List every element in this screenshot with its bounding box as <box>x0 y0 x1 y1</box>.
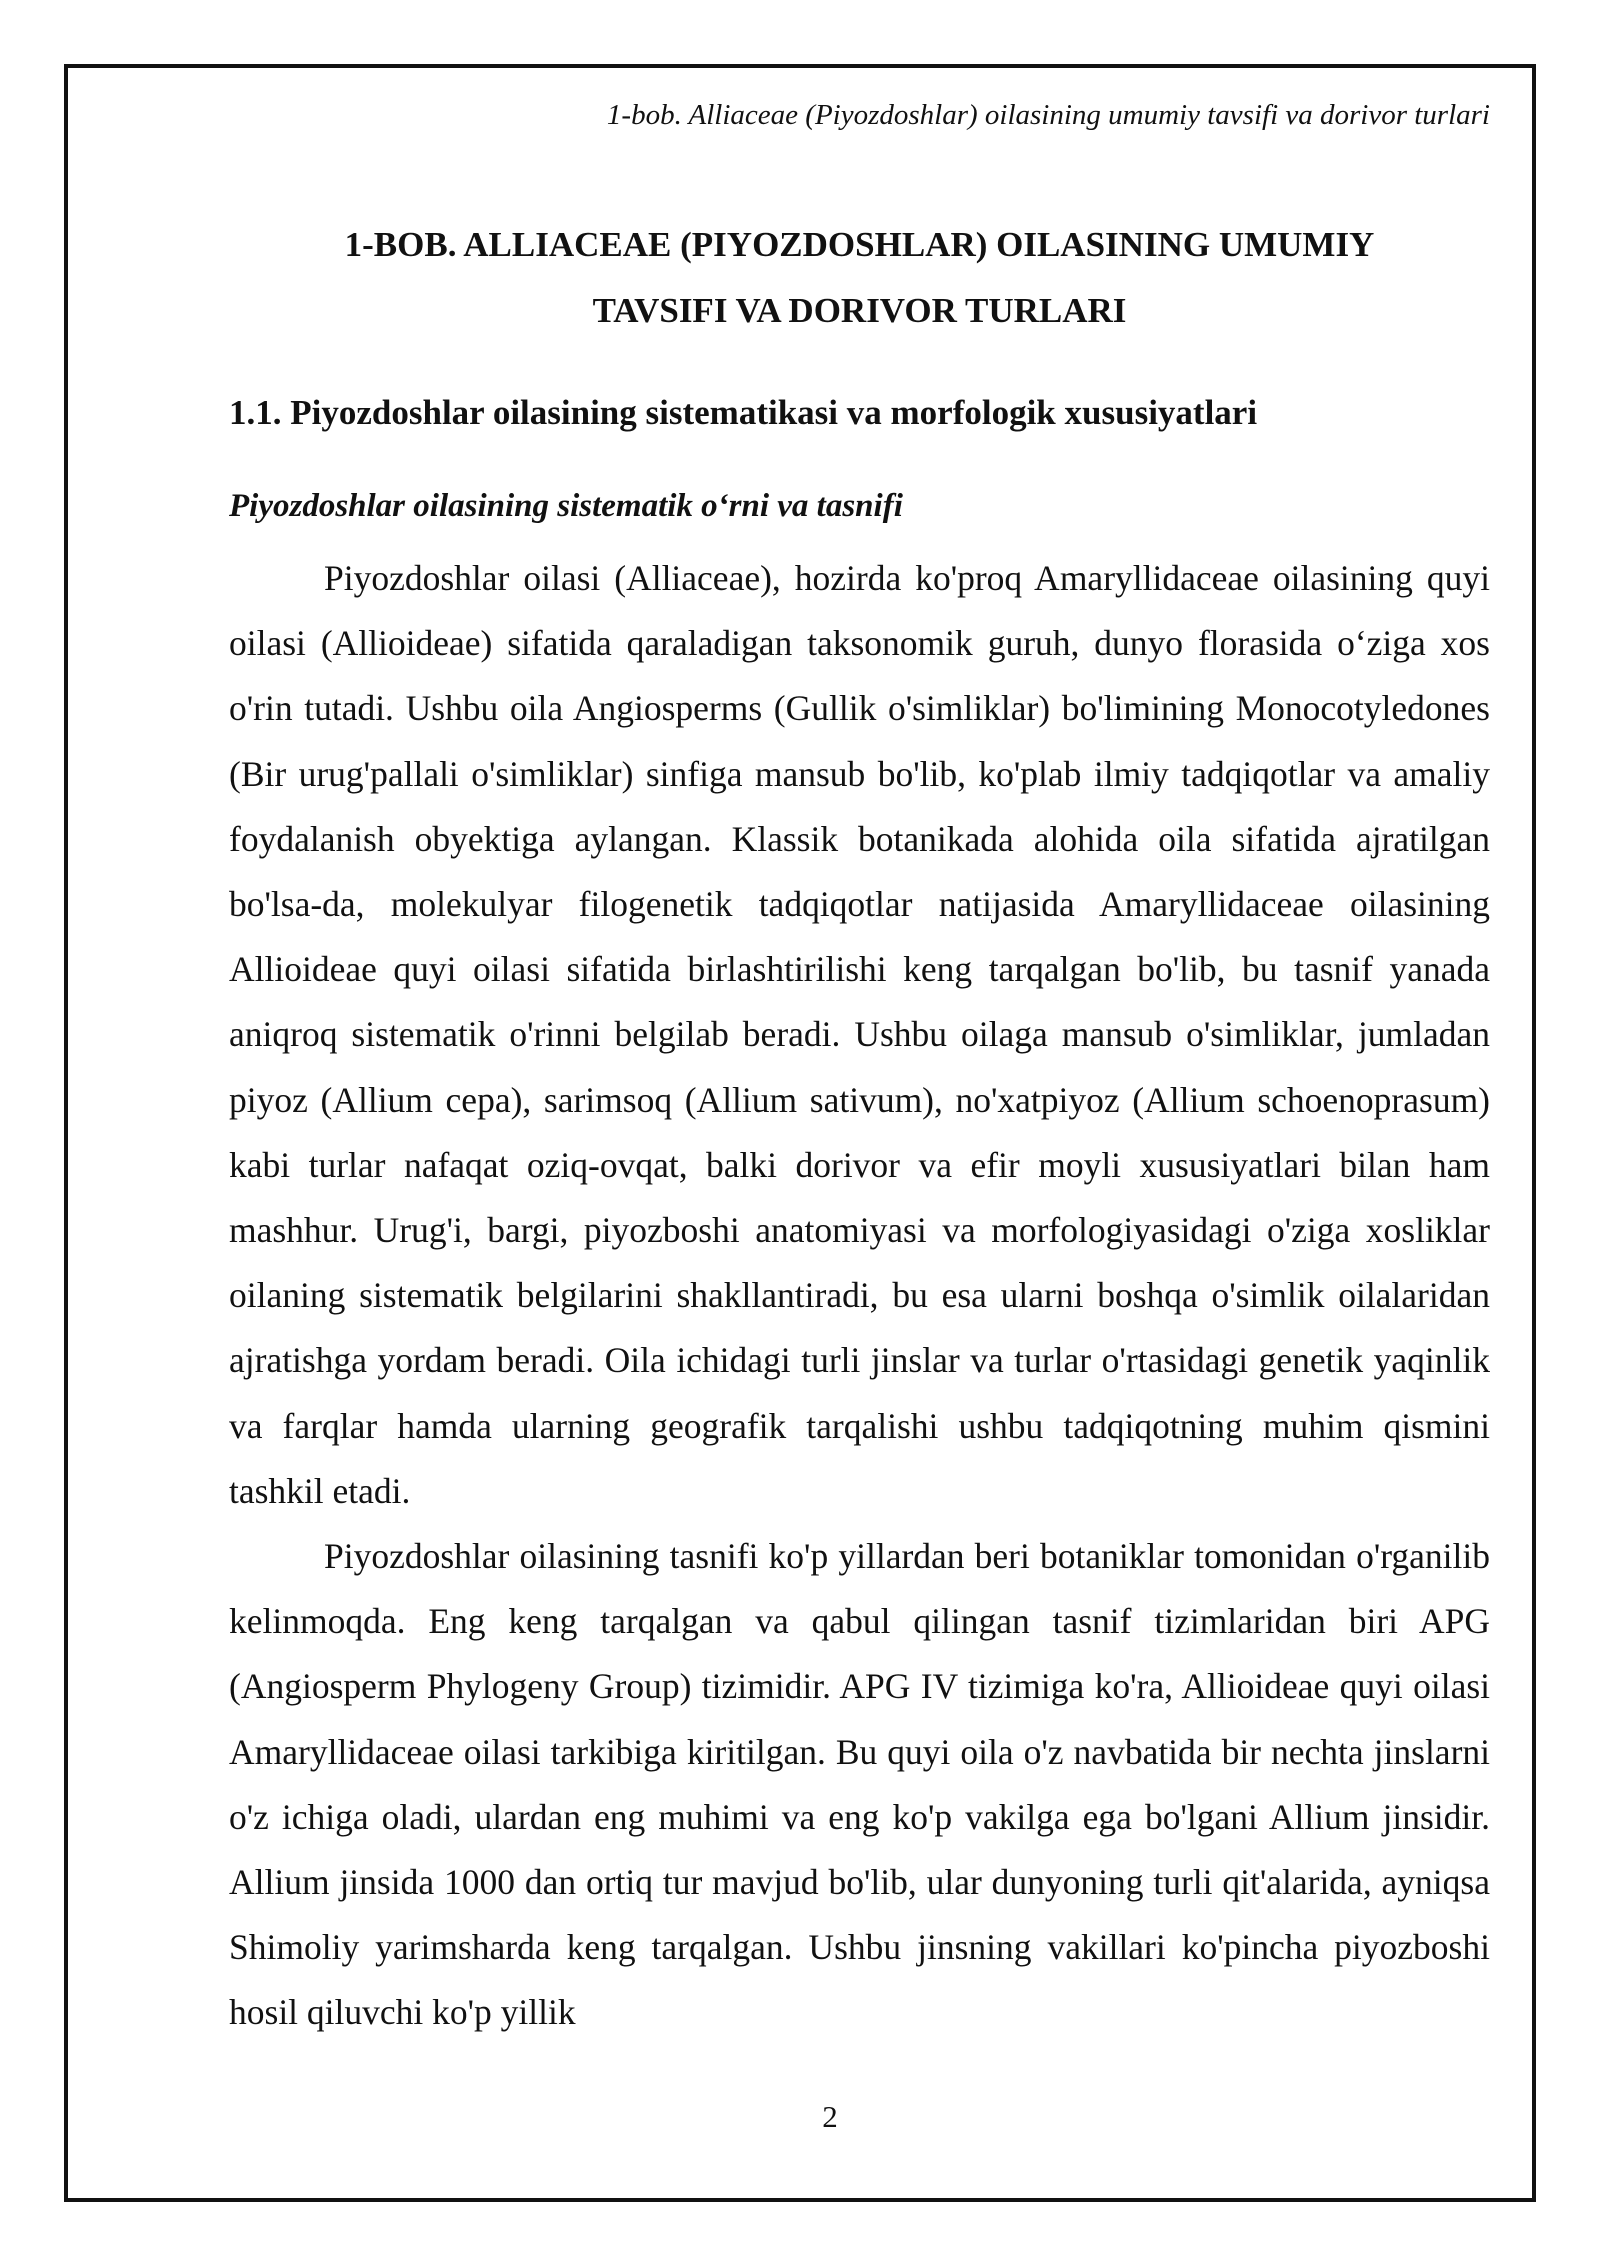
chapter-title-line-1: 1-BOB. ALLIACEAE (PIYOZDOSHLAR) OILASINING UMUMIY <box>344 225 1375 264</box>
body-text <box>229 546 1490 2046</box>
paragraph: Piyozdoshlar oilasining tasnifi ko'p yillardan beri botaniklar tomonidan o'rganilib kelinmoqda. Eng keng tarqalgan va qabul qilingan tasnif tizimlaridan biri APG (Angiosperm Phylogeny Group) tizimidir. APG IV tizimiga ko'ra, Allioideae quyi oilasi Amaryllidaceae oilasi tarkibiga kiritilgan. Bu quyi oila o'z navbatida bir nechta jinslarni o'z ichiga oladi, ulardan eng muhimi va eng ko'p vakilga ega bo'lgani Allium jinsidir. Allium jinsida 1000 dan ortiq tur mavjud bo'lib, ular dunyoning turli qit'alarida, ayniqsa Shimoliy yarimsharda keng tarqalgan. Ushbu jinsning vakillari ko'pincha piyozboshi hosil qiluvchi ko'p yillik <box>229 1536 1490 2033</box>
page-number: 2 <box>822 2099 838 2134</box>
paragraph: Piyozdoshlar oilasi (Alliaceae), hozirda ko'proq Amaryllidaceae oilasining quyi oilasi (Allioideae) sifatida qaraladigan taksonomik guruh, dunyo florasida o‘ziga xos o'rin tutadi. Ushbu oila Angiosperms (Gullik o'simliklar) bo'limining Monocotyledones (Bir urug'pallali o'simliklar) sinfiga mansub bo'lib, ko'plab ilmiy tadqiqotlar va amaliy foydalanish obyektiga aylangan. Klassik botanikada alohida oila sifatida ajratilgan bo'lsa-da, molekulyar filogenetik tadqiqotlar natijasida Amaryllidaceae oilasining Allioideae quyi oilasi sifatida birlashtirilishi keng tarqalgan bo'lib, bu tasnif yanada aniqroq sistematik o'rinni belgilab beradi. Ushbu oilaga mansub o'simliklar, jumladan piyoz (Allium cepa), sarimsoq (Allium sativum), no'xatpiyoz (Allium schoenoprasum) kabi turlar nafaqat oziq-ovqat, balki dorivor va efir moyli xususiyatlari bilan ham mashhur. Urug'i, bargi, piyozboshi anatomiyasi va morfologiyasidagi o'ziga xosliklar oilaning sistematik belgilarini shakllantiradi, bu esa ularni boshqa o'simlik oilalaridan ajratishga yordam beradi. Oila ichidagi turli jinslar va turlar o'rtasidagi genetik yaqinlik va farqlar hamda ularning geografik tarqalishi ushbu tadqiqotning muhim qismini tashkil etadi. <box>229 558 1490 1511</box>
running-header: 1-bob. Alliaceae (Piyozdoshlar) oilasining umumiy tavsifi va dorivor turlari <box>606 99 1490 131</box>
chapter-title <box>229 212 1490 344</box>
section-title: 1.1. Piyozdoshlar oilasining sistematikasi va morfologik xususiyatlari <box>229 393 1258 432</box>
chapter-title-line-2: TAVSIFI VA DORIVOR TURLARI <box>592 291 1127 330</box>
subsection-title: Piyozdoshlar oilasining sistematik o‘rni va tasnifi <box>229 488 903 524</box>
